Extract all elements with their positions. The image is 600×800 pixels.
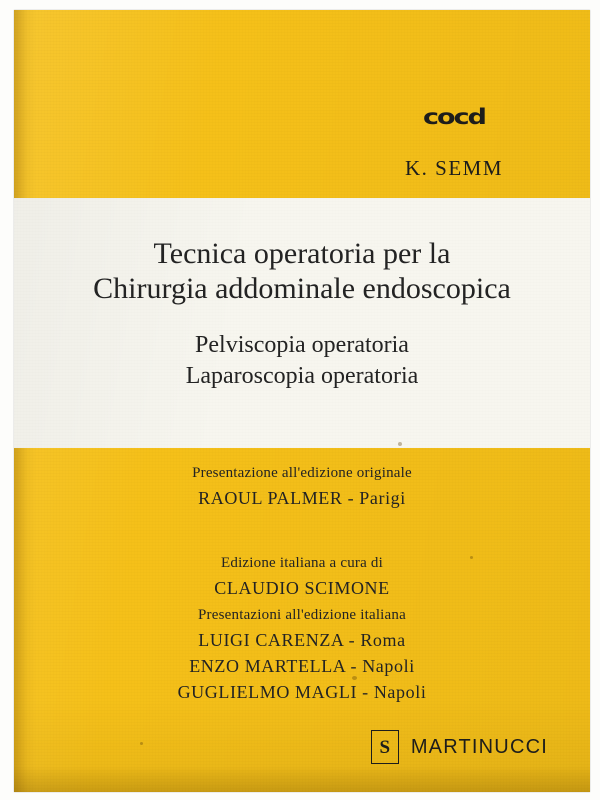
author-name: K. SEMM <box>404 156 504 180</box>
credit-heading-2: Edizione italiana a cura di <box>221 555 383 571</box>
subtitle-line-2: Laparoscopia operatoria <box>185 363 419 390</box>
credit-block-italian-edition <box>14 552 590 601</box>
title-line-2: Chirurgia addominale endoscopica <box>93 272 511 306</box>
credit-name-2-1: CLAUDIO SCIMONE <box>214 578 390 599</box>
credit-name-1-1: RAOUL PALMER - Parigi <box>198 488 406 509</box>
publisher-mark-icon: S <box>371 730 399 764</box>
bottom-shadow <box>14 766 590 792</box>
credit-block-original-preface <box>14 462 590 511</box>
subtitle-line-1: Pelviscopia operatoria <box>195 332 409 358</box>
credit-heading-3: Presentazioni all'edizione italiana <box>198 607 406 623</box>
credit-name-3-2: ENZO MARTELLA - Napoli <box>189 656 415 677</box>
book-title <box>14 236 590 307</box>
title-line-1: Tecnica operatoria per la <box>153 237 451 270</box>
publisher-logo <box>374 104 534 131</box>
publisher-logo-text: cocd <box>423 105 485 130</box>
book-subtitle <box>14 330 590 392</box>
publisher-imprint <box>371 730 548 764</box>
credit-heading-1: Presentazione all'edizione originale <box>192 465 412 481</box>
credit-name-3-3: GUGLIELMO MAGLI - Napoli <box>177 682 427 703</box>
publisher-name: MARTINUCCI <box>410 735 548 758</box>
credit-name-3-1: LUIGI CARENZA - Roma <box>198 630 406 651</box>
credit-block-italian-presentations <box>14 604 590 706</box>
